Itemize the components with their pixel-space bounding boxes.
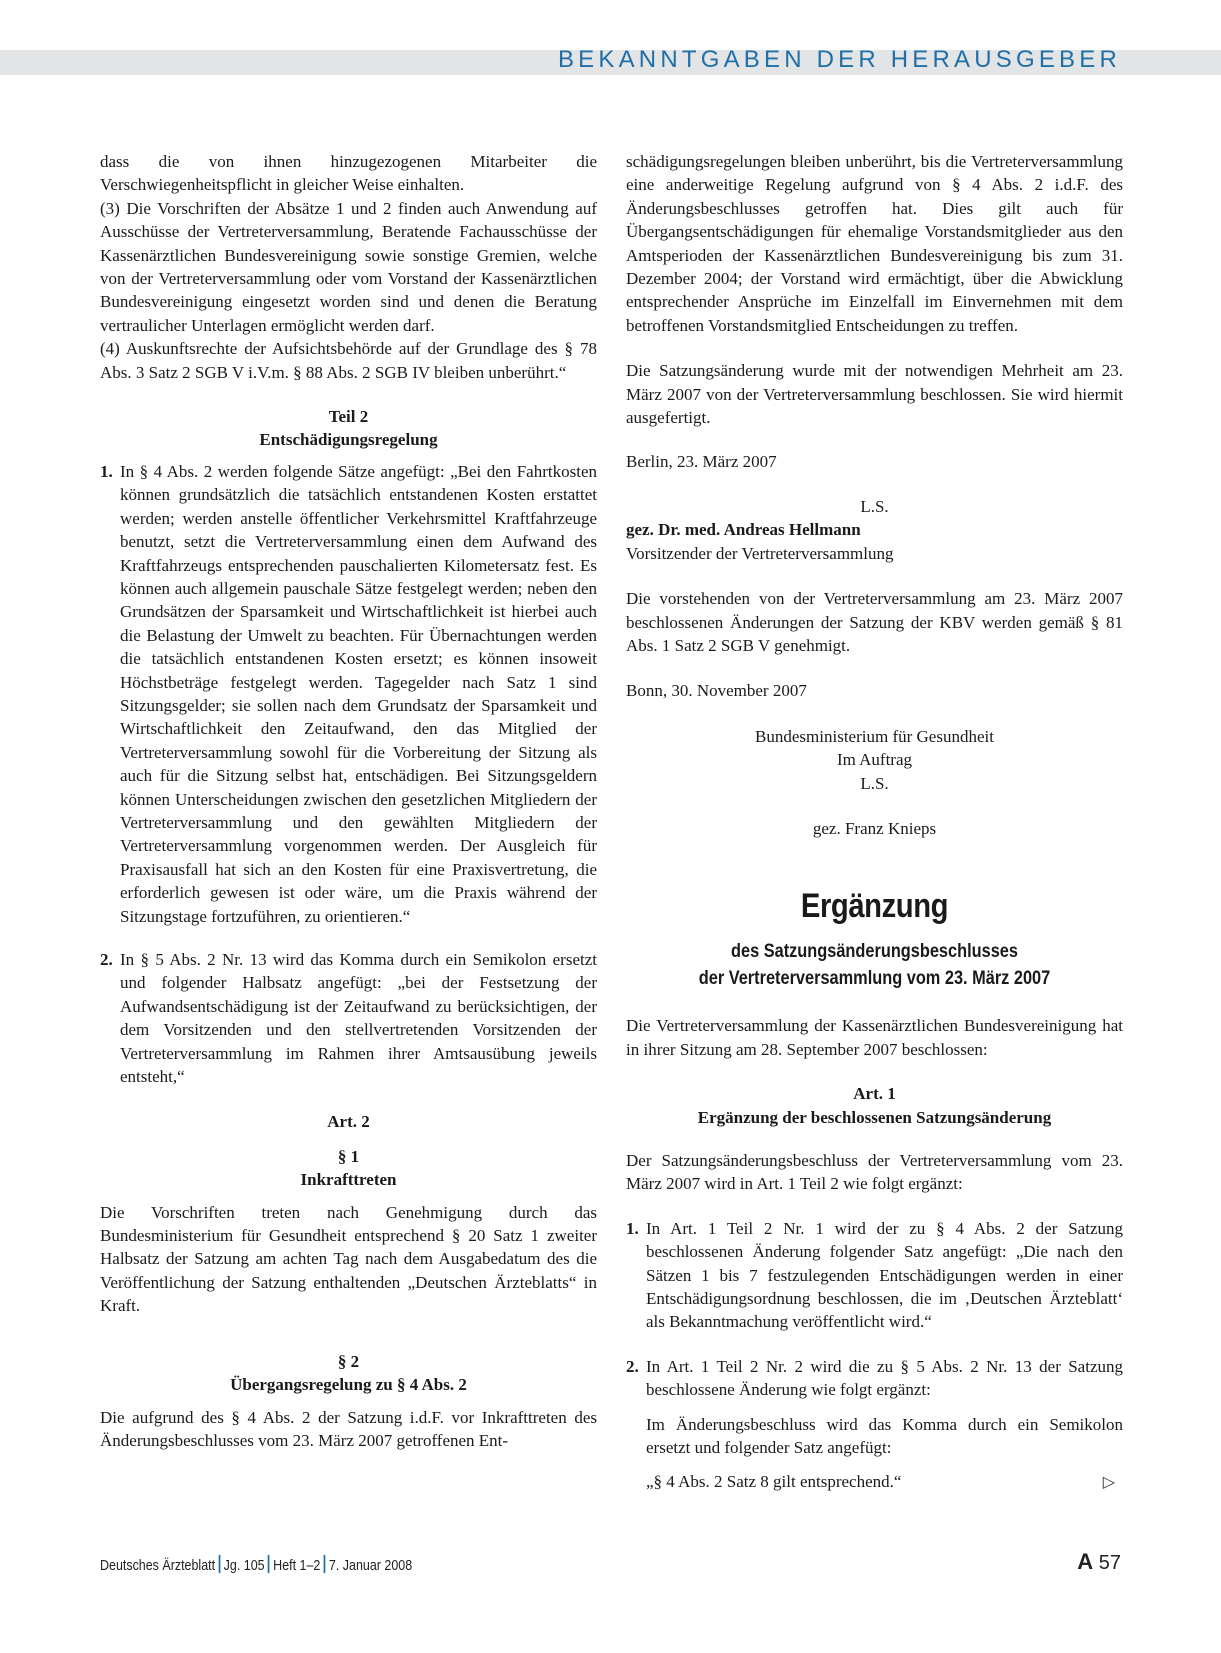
page-number: [1077, 1549, 1121, 1575]
item-text: Im Änderungsbeschluss wird das Komma durch ein Semikolon ersetzt und folgender Satz angefügt:: [646, 1414, 1123, 1458]
article-heading: Art. 1: [853, 1084, 896, 1104]
seal-mark: L.S.: [860, 496, 889, 516]
list-item: [626, 1217, 1123, 1334]
paragraph: Die Vorschriften treten nach Genehmigung durch das Bundesministerium für Gesundheit entsprechend § 20 Satz 1 zweiter Halbsatz der Satzung am achten Tag nach dem Ausgabedatum des die Veröffentlichung der Satzung enthaltenden „Deutschen Ärzteblatts“ in Kraft.: [100, 1202, 597, 1316]
paragraph-subheading: Übergangsregelung zu § 4 Abs. 2: [230, 1375, 467, 1395]
place-date: Bonn, 30. November 2007: [626, 681, 807, 701]
item-number: 2.: [100, 950, 113, 969]
paragraph: Der Satzungsänderungsbeschluss der Vertreterversammlung vom 23. März 2007 wird in Art. 1 Teil 2 wie folgt ergänzt:: [626, 1150, 1123, 1194]
item-number: 1.: [100, 461, 113, 481]
separator: [268, 1555, 270, 1573]
right-column: [626, 150, 1123, 1494]
separator: [219, 1555, 221, 1573]
item-text: In Art. 1 Teil 2 Nr. 1 wird der zu § 4 Abs. 2 der Satzung beschlossenen Änderung folgender Satz angefügt: „Die nach den Sätzen 1 bis 7 festzulegenden Entschädigungen werden in einer Entschädigungsordnung beschlossen, die im ‚Deutschen Ärzteblatt‘ als Bekanntmachung veröffentlicht wird.“: [646, 1218, 1123, 1332]
volume: Jg. 105: [223, 1558, 265, 1574]
list-item: [100, 460, 597, 928]
list-item: [100, 948, 597, 1088]
issue-date: 7. Januar 2008: [328, 1558, 413, 1574]
item-text: „§ 4 Abs. 2 Satz 8 gilt entsprechend.“: [646, 1472, 902, 1492]
continue-arrow-icon: ▷: [1102, 1472, 1115, 1492]
item-text: In § 4 Abs. 2 werden folgende Sätze angefügt: „Bei den Fahrtkosten können grundsätzlich die tatsächlich entstandenen Kosten erstattet werden; werden anstelle öffentlicher Verkehrsmittel Kraftfahrzeuge benutzt, setzt die Vertreterversammlung einen dem Aufwand des Kraftfahrzeugs entsprechenden pauschalierten Kilometersatz fest. Es können auch allgemein pauschale Sätze festgelegt werden; neben den Grundsätzen der Sparsamkeit und Wirtschaftlichkeit ist hierbei auch die Belastung der Umwelt zu beachten. Für Übernachtungen werden die tatsächlich entstandenen Kosten ersetzt; es können insoweit Höchstbeträge festgelegt werden. Tagegelder nach Satz 1 sind Sitzungsgelder; sie sollen nach dem Grundsatz der Sparsamkeit und Wirtschaftlichkeit den Zeitaufwand, den das Mitglied der Vertreterversammlung sowohl für die Vorbereitung der Sitzung als auch für die Sitzung selbst hat, entschädigen. Bei Sitzungsgeldern können Unterscheidungen zwischen den gesetzlichen Mitgliedern der Vertreterversammlung und den gewählten Mitgliedern der Vertreterversammlung vorgenommen werden. Der Ausgleich für Praxisausfall hat sich an den Kosten für eine Praxisvertretung, die erforderlich gewesen ist oder wäre, um die Praxis während der Sitzungstage fortzuführen, zu orientieren.“: [120, 461, 597, 926]
paragraph: Die aufgrund des § 4 Abs. 2 der Satzung i.d.F. vor Inkrafttreten des Änderungsbeschlusses vom 23. März 2007 getroffenen Ent-: [100, 1407, 597, 1450]
place-date: Berlin, 23. März 2007: [626, 452, 777, 472]
paragraph: (3) Die Vorschriften der Absätze 1 und 2 finden auch Anwendung auf Ausschüsse der Vertreterversammlung, Beratende Fachausschüsse der Kassenärztlichen Bundesvereinigung sowie sonstige Gremien, welche von der Vertreterversammlung oder vom Vorstand der Kassenärztlichen Bundesvereinigung eingesetzt worden sind und denen die Beratung vertraulicher Unterlagen ermöglicht werden darf.: [100, 198, 597, 335]
im-auftrag: Im Auftrag: [836, 750, 913, 770]
item-last-line: [646, 1470, 1123, 1493]
signer-role: Vorsitzender der Vertreterversammlung: [626, 543, 894, 563]
supplement-title: Ergänzung: [800, 887, 949, 926]
footer-citation: [100, 1555, 412, 1574]
list-item: [626, 1355, 1123, 1494]
page-prefix: A: [1077, 1549, 1094, 1574]
article-heading: Art. 2: [327, 1112, 370, 1132]
article-subheading: Ergänzung der beschlossenen Satzungsänderung: [697, 1107, 1052, 1127]
paragraph: (4) Auskunftsrechte der Aufsichtsbehörde auf der Grundlage des § 78 Abs. 3 Satz 2 SGB V i.V.m. § 88 Abs. 2 SGB IV bleiben unberührt.“: [100, 339, 597, 382]
issue: Heft 1–2: [273, 1558, 321, 1574]
paragraph: Die Vertreterversammlung der Kassenärztlichen Bundesvereinigung hat in ihrer Sitzung am 28. September 2007 beschlossen:: [626, 1016, 1123, 1059]
ministry-name: Bundesministerium für Gesundheit: [755, 726, 994, 746]
section-label: BEKANNTGABEN DER HERAUSGEBER: [557, 46, 1121, 73]
supplement-subtitle: der Vertreterversammlung vom 23. März 2007: [698, 968, 1051, 990]
paragraph: schädigungsregelungen bleiben unberührt, bis die Vertreterversammlung eine anderweitige Regelung aufgrund von § 4 Abs. 2 i.d.F. des Änderungsbeschlusses getroffen hat. Dies gilt auch für Übergangsentschädigungen für ehemalige Vorstandsmitglieder aus den Amtsperioden der Kassenärztlichen Bundesvereinigung bis zum 31. Dezember 2004; der Vorstand wird ermächtigt, über die Abwicklung entsprechender Ansprüche im Einzelfall im Einvernehmen mit dem betroffenen Vorstandsmitglied Entscheidungen zu treffen.: [626, 152, 1123, 335]
paragraph-heading: § 2: [337, 1351, 360, 1371]
left-column: [100, 150, 597, 1452]
paragraph: dass die von ihnen hinzugezogenen Mitarbeiter die Verschwiegenheitspflicht in gleicher Weise einhalten.: [100, 152, 597, 195]
journal-name: Deutsches Ärzteblatt: [100, 1558, 216, 1574]
seal-mark: L.S.: [860, 773, 889, 793]
supplement-subtitle: des Satzungsänderungsbeschlusses: [731, 941, 1018, 963]
section-subheading: Entschädigungsregelung: [259, 430, 438, 450]
page-number-value: 57: [1098, 1552, 1121, 1574]
section-heading: Teil 2: [328, 407, 369, 427]
signer-name: gez. Franz Knieps: [812, 818, 937, 838]
signer-name: gez. Dr. med. Andreas Hellmann: [626, 520, 861, 540]
separator: [324, 1555, 326, 1573]
item-number: 1.: [626, 1218, 639, 1238]
item-body: [646, 1355, 1123, 1494]
paragraph-subheading: Inkrafttreten: [300, 1170, 397, 1190]
item-number: 2.: [626, 1356, 639, 1376]
item-text: In § 5 Abs. 2 Nr. 13 wird das Komma durch ein Semikolon ersetzt und folgender Halbsatz angefügt: „bei der Festsetzung der Aufwandsentschädigung ist der Zeitaufwand zu berücksichtigen, der dem Vorsitzenden und den stellvertretenden Vorsitzenden der Vertreterversammlung im Rahmen ihrer Amtsausübung jeweils entsteht,“: [120, 950, 597, 1087]
paragraph: Die Satzungsänderung wurde mit der notwendigen Mehrheit am 23. März 2007 von der Vertreterversammlung beschlossen. Sie wird hiermit ausgefertigt.: [626, 361, 1123, 428]
item-text: In Art. 1 Teil 2 Nr. 2 wird die zu § 5 Abs. 2 Nr. 13 der Satzung beschlossene Änderung wie folgt ergänzt:: [646, 1356, 1123, 1400]
paragraph-heading: § 1: [337, 1146, 360, 1166]
paragraph: Die vorstehenden von der Vertreterversammlung am 23. März 2007 beschlossenen Änderungen der Satzung der KBV werden gemäß § 81 Abs. 1 Satz 2 SGB V genehmigt.: [626, 589, 1123, 655]
